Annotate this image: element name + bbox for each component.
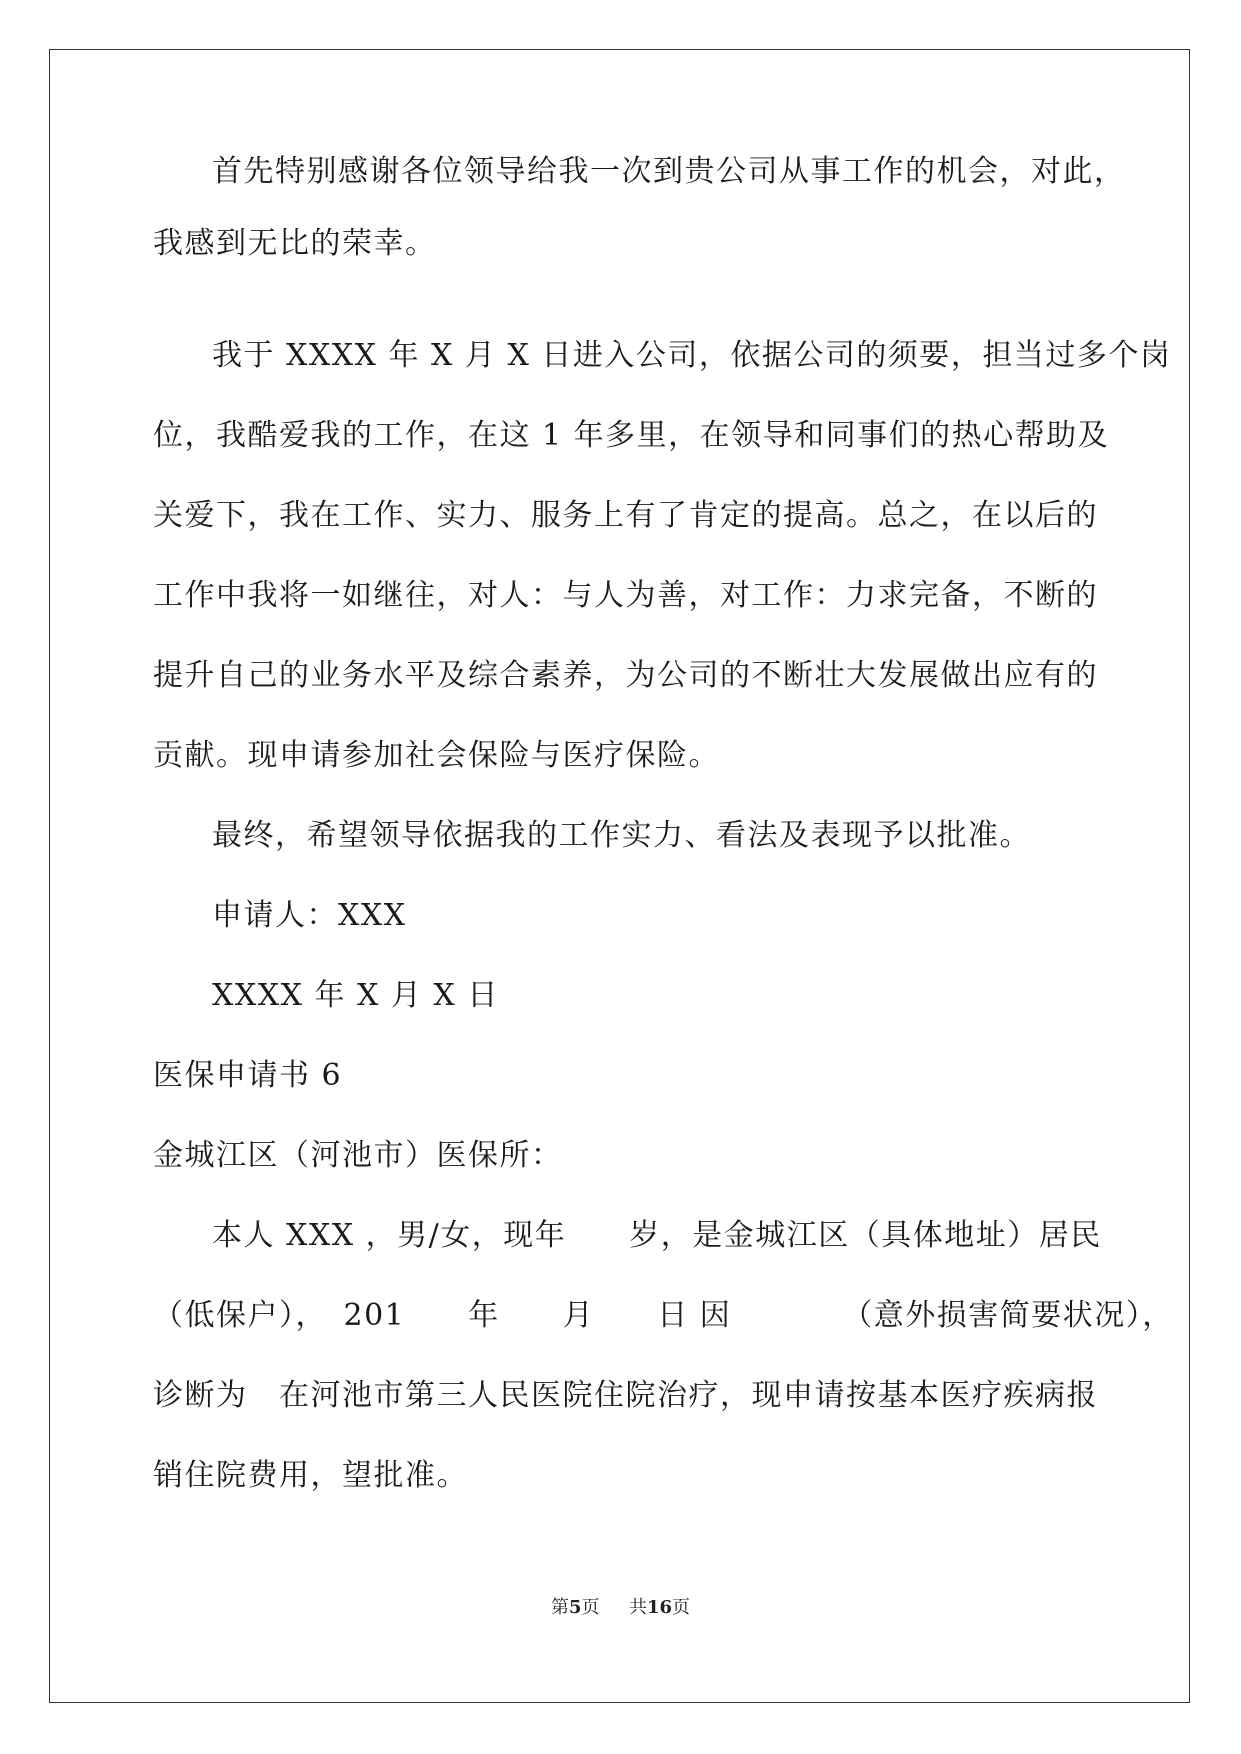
page-number: 5: [568, 1597, 582, 1618]
section-title: 医保申请书 6: [153, 1058, 343, 1093]
total-suffix: 页: [672, 1597, 691, 1618]
date-line: XXXX 年 X 月 X 日: [212, 978, 499, 1013]
page-footer: [0, 1596, 1241, 1620]
page-border: [49, 49, 1190, 1703]
paragraph-line: 首先特别感谢各位领导给我一次到贵公司从事工作的机会，对此，: [212, 154, 1126, 189]
page-suffix: 页: [581, 1597, 600, 1618]
total-pages: 16: [646, 1597, 673, 1618]
applicant-line: 申请人：XXX: [212, 898, 407, 933]
paragraph-line: （低保户）， 201 年 月 日 因 （意外损害简要状况），: [153, 1298, 1174, 1333]
salutation-line: 金城江区（河池市）医保所：: [153, 1138, 563, 1173]
paragraph-line: 工作中我将一如继往，对人：与人为善，对工作：力求完备，不断的: [153, 578, 1098, 613]
paragraph-line: 诊断为 在河池市第三人民医院住院治疗，现申请按基本医疗疾病报: [153, 1378, 1098, 1413]
paragraph-line: 提升自己的业务水平及综合素养，为公司的不断壮大发展做出应有的: [153, 658, 1098, 693]
total-prefix: 共: [628, 1597, 647, 1618]
paragraph-line: 最终，希望领导依据我的工作实力、看法及表现予以批准。: [212, 818, 1031, 853]
paragraph-line: 关爱下，我在工作、实力、服务上有了肯定的提高。总之，在以后的: [153, 498, 1098, 533]
page-prefix: 第: [550, 1597, 569, 1618]
paragraph-line: 位，我酷爱我的工作，在这 1 年多里，在领导和同事们的热心帮助及: [153, 418, 1110, 453]
paragraph-line: 本人 XXX ，男/女，现年 岁，是金城江区（具体地址）居民: [212, 1218, 1102, 1253]
paragraph-line: 我感到无比的荣幸。: [153, 226, 437, 261]
paragraph-line: 销住院费用，望批准。: [153, 1458, 468, 1493]
paragraph-line: 贡献。现申请参加社会保险与医疗保险。: [153, 738, 720, 773]
paragraph-line: 我于 XXXX 年 X 月 X 日进入公司，依据公司的须要，担当过多个岗: [212, 338, 1172, 373]
